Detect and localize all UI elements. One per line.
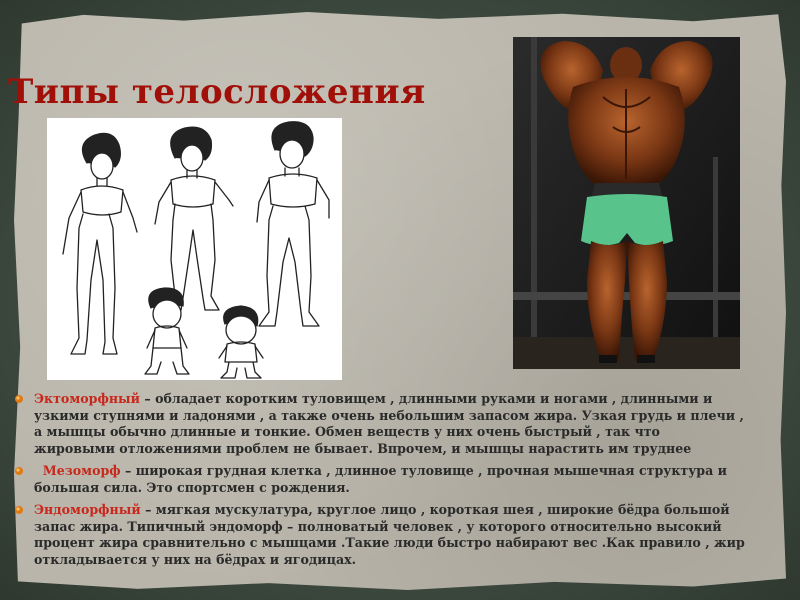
bullet-icon xyxy=(14,394,24,404)
body-types-sketch xyxy=(47,118,342,380)
child-figure-1-icon xyxy=(145,288,189,374)
item-term: Мезоморф xyxy=(34,463,121,478)
item-term: Эктоморфный xyxy=(34,391,141,406)
body-types-list xyxy=(10,391,745,574)
item-description: – мягкая мускулатура, круглое лицо , короткая шея , широкие бёдра большой запас жира. Типичный эндоморф – полноватый человек , у которого относительно высокий процент жира сравнительно с мышцами .Такие люди быстро набирают вес .Как правило , жир откладывается у них на бёдрах и ягодицах. xyxy=(34,502,745,567)
ectomorph-figure-icon xyxy=(63,133,137,354)
bodybuilder-photo-icon xyxy=(513,37,740,369)
list-item-endomorph xyxy=(10,502,745,568)
mesomorph-figure-icon xyxy=(155,127,233,310)
bullet-icon xyxy=(14,505,24,515)
slide-title: Типы телосложения xyxy=(8,72,426,112)
child-figure-2-icon xyxy=(219,306,263,378)
bullet-icon xyxy=(14,466,24,476)
body-types-sketch-icon xyxy=(47,118,342,380)
list-item-mesomorph xyxy=(10,463,745,496)
item-description: – обладает коротким туловищем , длинными руками и ногами , длинными и узкими ступнями и ладонями , а также очень небольшим запасом жира. Узкая грудь и плечи , а мышцы обычно длинные и тонкие. Обмен веществ у них очень быстрый , так что жировыми отложениями проблем не бывает. Впрочем, и мышцы нарастить им труднее xyxy=(34,391,744,456)
item-description: – широкая грудная клетка , длинное туловище , прочная мышечная структура и большая сила. Это спортсмен с рождения. xyxy=(34,463,727,495)
endomorph-figure-icon xyxy=(257,122,329,326)
list-item-ectomorph xyxy=(10,391,745,457)
bodybuilder-photo xyxy=(513,37,740,369)
item-term: Эндоморфный xyxy=(34,502,141,517)
